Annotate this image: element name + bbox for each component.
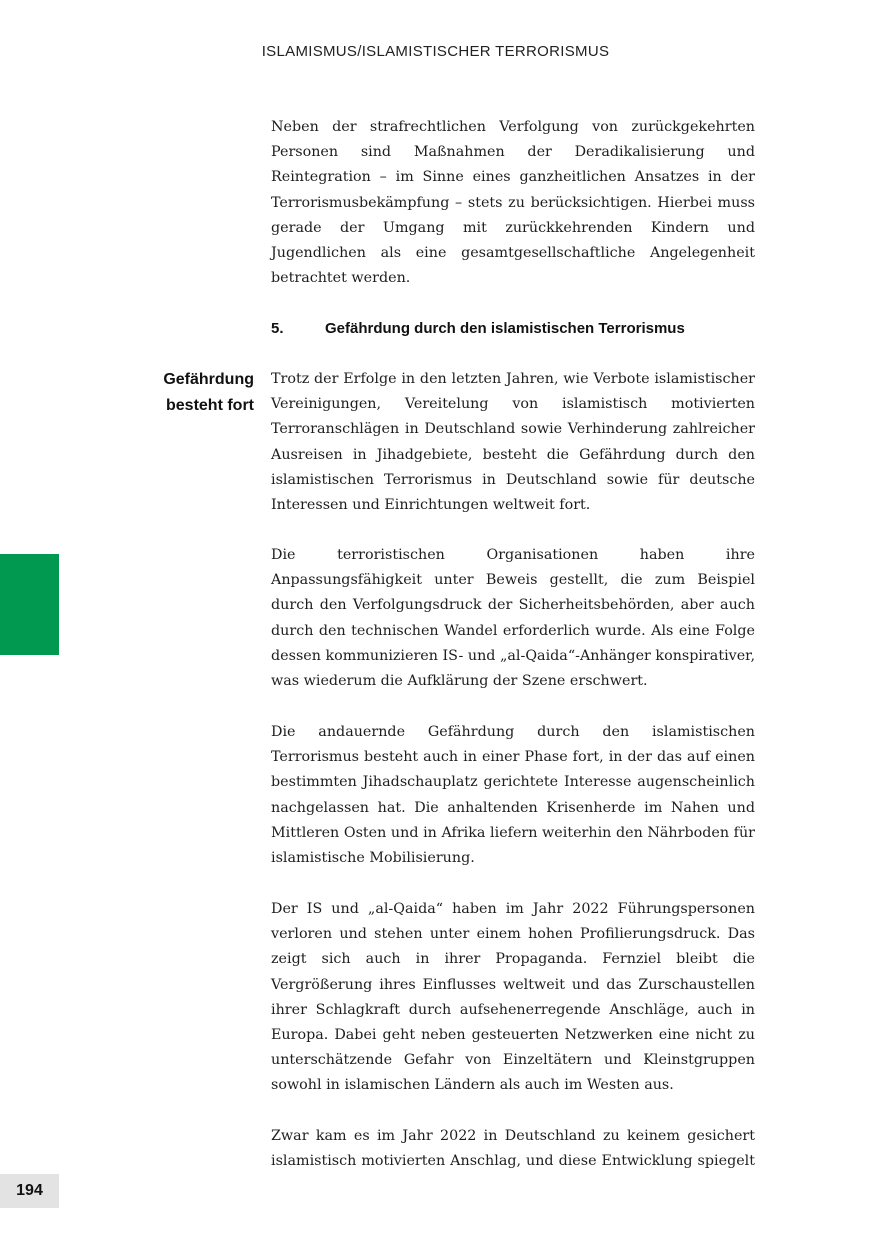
running-header: ISLAMISMUS/ISLAMISTISCHER TERRORISMUS xyxy=(261,43,610,60)
margin-note-line-1: Gefährdung xyxy=(163,371,254,388)
paragraph-2022: Zwar kam es im Jahr 2022 in Deutschland zu keinem gesichert islamistisch motivierten Anschlag, und diese Entwicklung spiegelt xyxy=(271,1128,755,1170)
paragraph-ongoing-threat: Die andauernde Gefährdung durch den islamistischen Terrorismus besteht auch in einer Phase fort, in der das auf einen bestimmten Jihadschauplatz gerichtete Interesse augenscheinlich nachgelassen hat. Die anhaltenden Krisenherde im Nahen und Mittleren Osten und in Afrika liefern weiterhin den Nährboden für islamistische Mobilisierung. xyxy=(271,724,755,867)
margin-note-line-2: besteht fort xyxy=(166,397,254,414)
paragraph-is-al-qaida: Der IS und „al-Qaida“ haben im Jahr 2022 Führungspersonen verloren und stehen unter einem hohen Profilierungsdruck. Das zeigt sich auch in ihrer Propaganda. Fernziel bleibt die Vergrößerung ihres Einflusses weltweit und das Zurschaustellen ihrer Schlagkraft durch aufsehenerregende Anschläge, auch in Europa. Dabei geht neben gesteuerten Netzwerken eine nicht zu unterschätzende Gefahr von Einzeltätern und Kleinstgruppen sowohl in islamischen Ländern als auch im Westen aus. xyxy=(271,901,755,1094)
section-title: Gefährdung durch den islamistischen Terrorismus xyxy=(325,320,685,337)
section-heading xyxy=(271,318,755,340)
chapter-color-tab xyxy=(0,554,59,655)
section-number: 5. xyxy=(271,320,284,337)
paragraph-reintegration: Neben der strafrechtlichen Verfolgung von zurückgekehrten Personen sind Maßnahmen der Deradikalisierung und Reintegration – im Sinne eines ganzheitlichen Ansatzes in der Terrorismusbekämpfung – stets zu berücksichtigen. Hierbei muss gerade der Umgang mit zurückkehrenden Kindern und Jugendlichen als eine gesamtgesellschaftliche Angelegenheit betrachtet werden. xyxy=(271,119,755,287)
paragraph-threat-persists: Trotz der Erfolge in den letzten Jahren, wie Verbote islamistischer Vereinigungen, Vereitelung von islamistisch motivierten Terroranschlägen in Deutschland sowie Verhinderung zahlreicher Ausreisen in Jihadgebiete, besteht die Gefährdung durch den islamistischen Terrorismus in Deutschland sowie für deutsche Interessen und Einrichtungen weltweit fort. xyxy=(271,371,755,514)
page-number: 194 xyxy=(0,1174,59,1208)
margin-note xyxy=(140,367,254,419)
paragraph-adaptability: Die terroristischen Organisationen haben ihre Anpassungsfähigkeit unter Beweis gestellt, die zum Beispiel durch den Verfolgungsdruck der Sicherheitsbehörden, aber auch durch den technischen Wandel erforderlich wurde. Als eine Folge dessen kommunizieren IS- und „al-Qaida“-Anhänger konspirativer, was wiederum die Aufklärung der Szene erschwert. xyxy=(271,547,755,690)
